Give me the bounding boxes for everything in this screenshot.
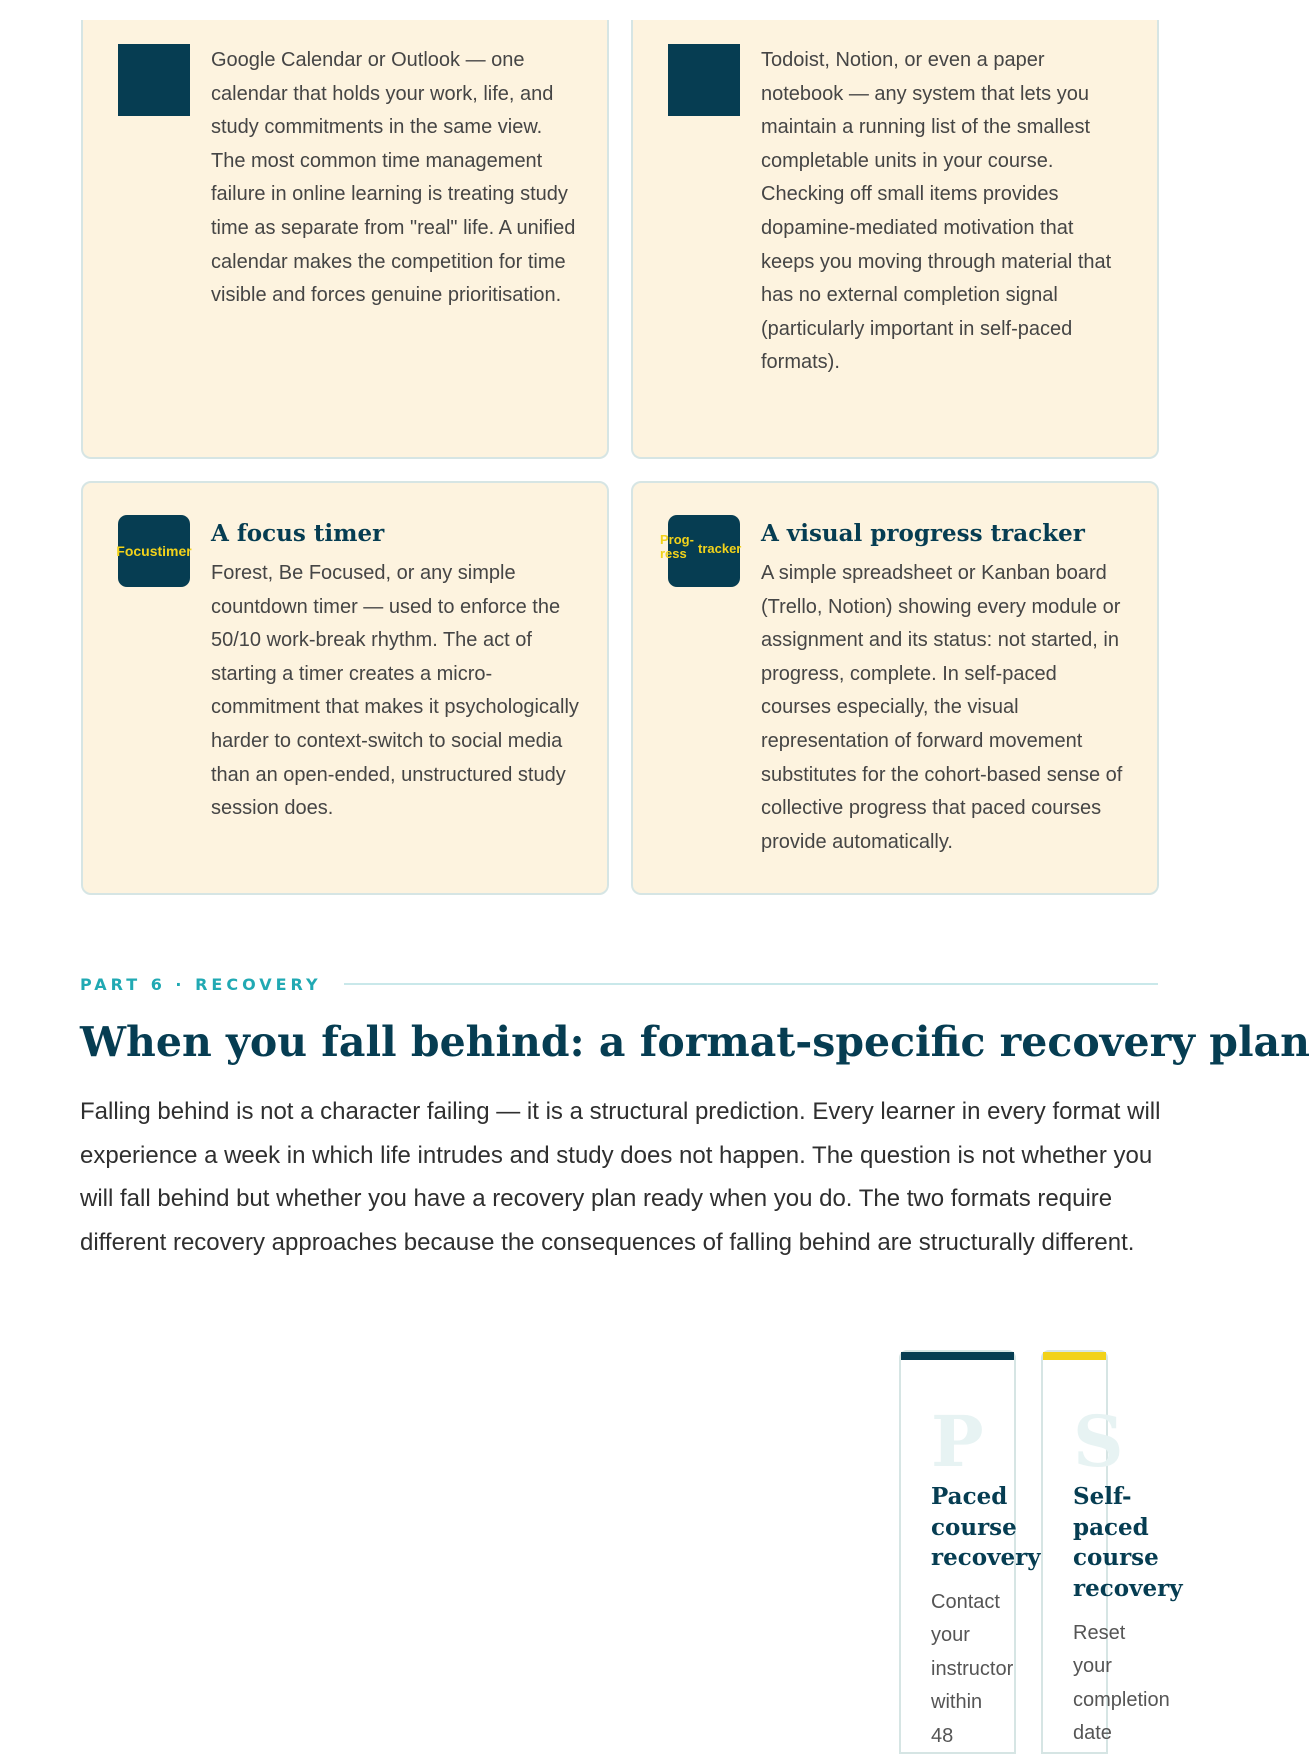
recovery-card-title: Paced course recovery <box>931 1483 1041 1571</box>
recovery-card-text: Reset your completion date <box>1073 1622 1170 1745</box>
part-label-row <box>80 972 1158 996</box>
progress-icon-label-1: Prog- <box>660 532 694 547</box>
recovery-card-letter: S <box>1073 1400 1124 1483</box>
tool-card-text: Forest, Be Focused, or any simple countdown timer — used to enforce the 50/10 work-break rhythm. The act of starting a timer creates a micro-commitment that makes it psychologically harder to context-switch to social media than an open-ended, unstructured study session does. <box>211 562 579 820</box>
tool-card-progress-tracker <box>631 481 1159 895</box>
progress-icon-label-3: tracker <box>698 541 742 556</box>
section-intro: Falling behind is not a character failing — it is a structural prediction. Every learner in every format will experience a week in which life intrudes and study does not happen. The question is not whether you will fall behind but whether you have a recovery plan ready when you do. The two formats require different recovery approaches because the consequences of falling behind are structurally different. <box>80 1098 1161 1257</box>
focus-timer-icon-label: Focustimer <box>116 543 192 559</box>
recovery-card-accent <box>901 1352 1014 1360</box>
tool-card-text: A simple spreadsheet or Kanban board (Trello, Notion) showing every module or assignment and its status: not started, in progress, complete. In self-paced courses especially, the visual representation of forward movement substitutes for the cohort-based sense of collective progress that paced courses provide automatically. <box>761 562 1123 853</box>
progress-icon-label-2: ress <box>660 546 687 561</box>
recovery-card-self-paced <box>1041 1350 1183 1754</box>
checklist-icon <box>668 44 740 116</box>
recovery-card-text: Contact your instructor within 48 <box>931 1591 1014 1747</box>
tool-card-focus-timer <box>81 481 609 895</box>
part-divider <box>344 983 1158 985</box>
recovery-card-accent <box>1043 1352 1106 1360</box>
recovery-card-title: Self- paced course recovery <box>1073 1483 1183 1602</box>
recovery-card-letter: P <box>931 1400 984 1483</box>
progress-tracker-icon <box>660 515 742 587</box>
tool-card-calendar <box>81 20 609 459</box>
tool-card-title: A focus timer <box>211 520 385 547</box>
calendar-icon <box>118 44 190 116</box>
tool-card-text: Google Calendar or Outlook — one calendar that holds your work, life, and study commitments in the same view. The most common time management failure in online learning is treating study time as separate from "real" life. A unified calendar makes the competition for time visible and forces genuine prioritisation. <box>211 49 576 307</box>
focus-timer-icon <box>118 515 190 587</box>
section-title: When you fall behind: a format-specific recovery plan <box>80 1018 1310 1066</box>
recovery-card-paced <box>899 1350 1041 1754</box>
tool-card-task-list <box>631 20 1159 459</box>
part-label: PART 6 · RECOVERY <box>80 974 322 994</box>
tool-card-text: Todoist, Notion, or even a paper notebook — any system that lets you maintain a running list of the smallest completable units in your course. Checking off small items provides dopamine-mediated motivation that keeps you moving through material that has no external completion signal (particularly important in self-paced formats). <box>761 49 1112 374</box>
tool-card-title: A visual progress tracker <box>761 520 1085 547</box>
